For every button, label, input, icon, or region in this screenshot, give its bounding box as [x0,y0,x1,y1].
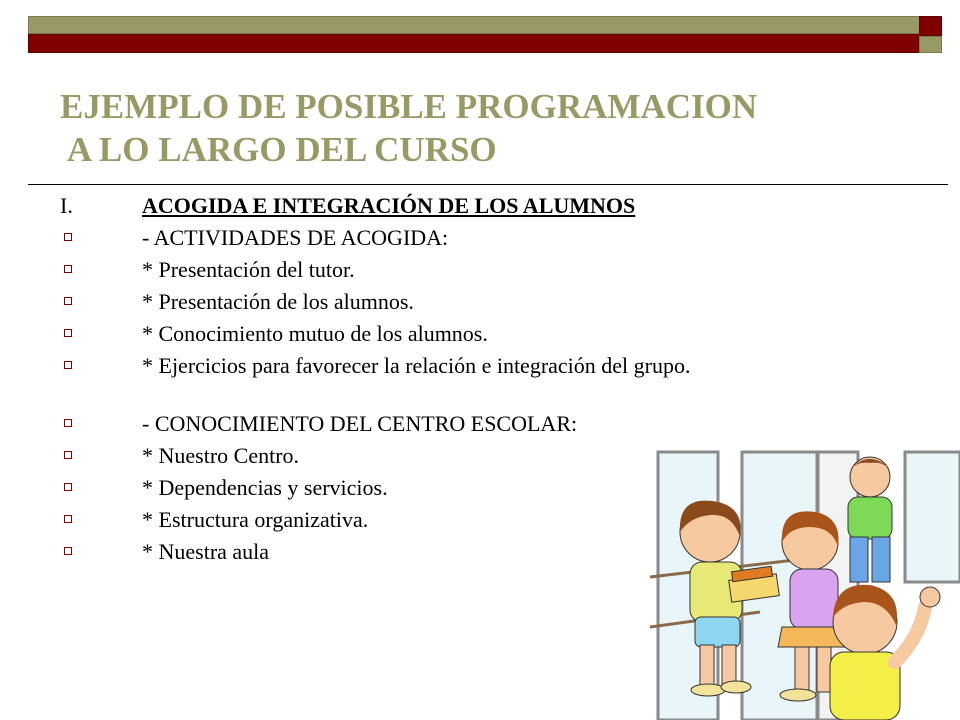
header-square-maroon [919,16,942,36]
square-bullet-icon [64,515,72,523]
title-divider [28,184,948,185]
square-bullet-icon [64,361,72,369]
header-bar-maroon [28,34,942,53]
square-bullet-icon [64,419,72,427]
square-bullet-icon [64,451,72,459]
section-heading-text: ACOGIDA E INTEGRACIÓN DE LOS ALUMNOS [142,193,636,218]
header-square-olive [919,36,942,53]
square-bullet-icon [64,297,72,305]
slide-title [60,85,757,171]
square-bullet-icon [64,233,72,241]
square-bullet-icon [64,483,72,491]
header-bar-olive [28,16,942,34]
square-bullet-icon [64,329,72,337]
square-bullet-icon [64,547,72,555]
section-number: I. [60,193,73,218]
title-line-2: A LO LARGO DEL CURSO [60,130,497,169]
children-greeting-illustration [650,447,960,720]
square-bullet-icon [64,265,72,273]
title-line-1: EJEMPLO DE POSIBLE PROGRAMACION [60,87,758,126]
